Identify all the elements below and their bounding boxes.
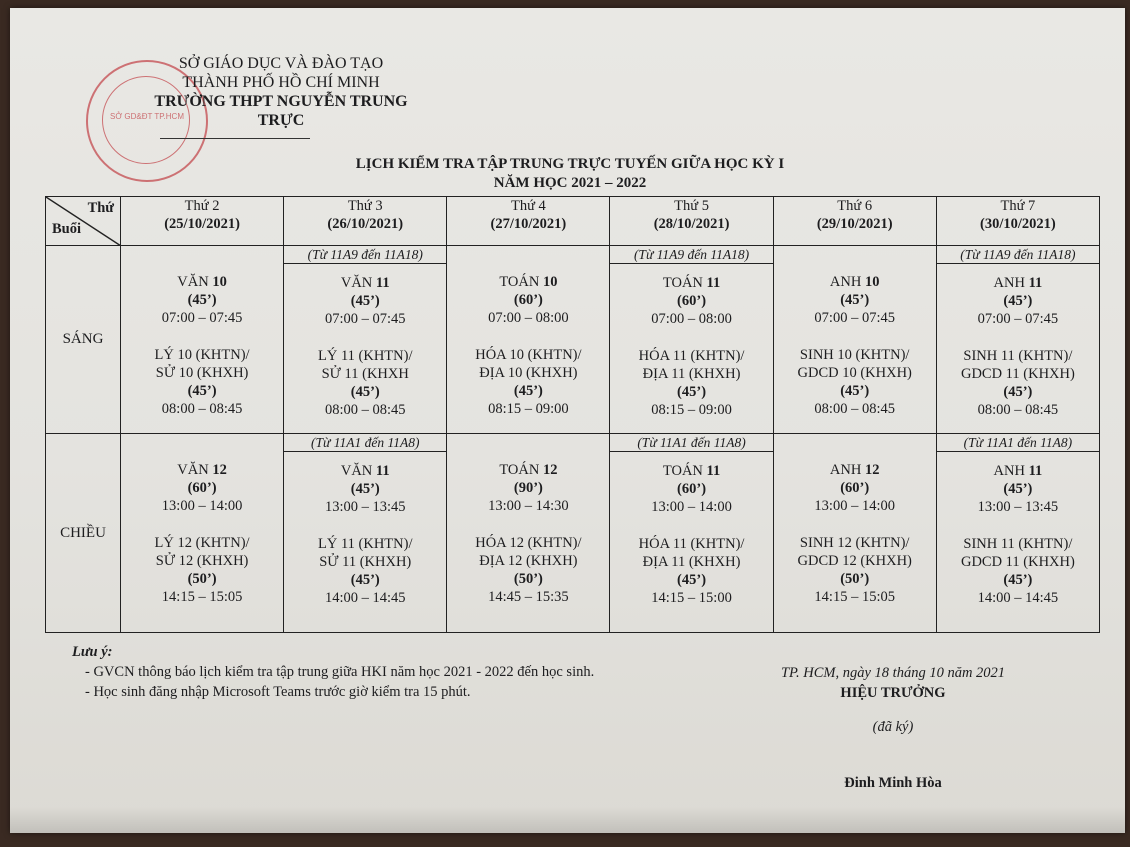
duration: (60’) — [677, 293, 707, 309]
subject-name: VĂN — [340, 275, 373, 291]
session-label: SÁNG — [46, 246, 121, 434]
subject-name: VĂN — [177, 462, 209, 478]
exam-block-2 — [121, 346, 283, 418]
duration: (45’) — [187, 383, 217, 399]
exam-block-1 — [937, 462, 1099, 516]
exam-block-1 — [284, 274, 446, 328]
subject-name: TOÁN — [499, 462, 540, 478]
schedule-cell — [284, 434, 447, 633]
day-header — [773, 197, 936, 246]
day-name: Thứ 3 — [347, 198, 383, 214]
class-range-note: (Từ 11A9 đến 11A18) — [610, 246, 772, 264]
subject-khtn: LÝ 12 (KHTN)/ — [154, 535, 250, 551]
signature-block — [748, 663, 1038, 793]
schedule-cell — [447, 434, 610, 633]
grade-number: 11 — [1028, 463, 1043, 479]
exam-block-1 — [121, 461, 283, 515]
duration: (45’) — [840, 292, 870, 308]
time-range: 14:15 – 15:05 — [161, 589, 243, 605]
subject-line — [610, 274, 772, 292]
subject-line — [937, 462, 1099, 480]
exam-block-2 — [447, 346, 609, 418]
duration: (45’) — [350, 481, 380, 497]
time-range: 14:00 – 14:45 — [324, 590, 406, 606]
duration: (45’) — [840, 383, 870, 399]
duration: (45’) — [677, 572, 707, 588]
exam-block-2 — [937, 535, 1099, 607]
time-range: 13:00 – 14:00 — [161, 498, 243, 514]
subject-khxh: GDCD 10 (KHXH) — [797, 365, 912, 381]
schedule-cell — [121, 434, 284, 633]
time-range: 08:00 – 08:45 — [161, 401, 243, 417]
signed-mark: (đã ký) — [872, 719, 914, 735]
grade-number: 12 — [864, 462, 880, 478]
subject-line — [121, 461, 283, 479]
time-range: 07:00 – 07:45 — [161, 310, 243, 326]
day-header — [447, 197, 610, 246]
exam-block-2 — [937, 347, 1099, 419]
duration: (50’) — [513, 571, 543, 587]
schedule-cell — [773, 434, 936, 633]
duration: (60’) — [187, 480, 217, 496]
duration: (45’) — [677, 384, 707, 400]
notes-section — [72, 642, 594, 702]
issuer-header — [136, 54, 426, 130]
day-date: (30/10/2021) — [980, 216, 1056, 232]
subject-khtn: HÓA 10 (KHTN)/ — [475, 347, 582, 363]
exam-block-1 — [610, 274, 772, 328]
subject-name: TOÁN — [662, 463, 703, 479]
subject-khxh: SỬ 11 (KHXH) — [319, 554, 412, 570]
department-name: SỞ GIÁO DỤC VÀ ĐÀO TẠO — [178, 55, 384, 72]
corner-cell — [46, 197, 121, 246]
schedule-cell — [936, 246, 1099, 434]
grade-number: 10 — [212, 274, 227, 290]
day-header — [284, 197, 447, 246]
time-range: 13:00 – 14:30 — [488, 498, 569, 514]
subject-line — [937, 274, 1099, 292]
time-range: 14:00 – 14:45 — [977, 590, 1059, 606]
duration: (45’) — [350, 572, 380, 588]
time-range: 08:15 – 09:00 — [651, 402, 732, 418]
duration: (45’) — [350, 293, 380, 309]
class-range-note: (Từ 11A1 đến 11A8) — [284, 434, 446, 452]
session-row-afternoon — [46, 434, 1100, 633]
day-date: (25/10/2021) — [164, 216, 240, 232]
exam-block-1 — [937, 274, 1099, 328]
subject-name: VĂN — [177, 274, 209, 290]
subject-khxh: SỬ 11 (KHXH — [321, 366, 409, 382]
subject-name: ANH — [829, 462, 862, 478]
subject-khxh: ĐỊA 12 (KHXH) — [479, 553, 578, 569]
class-range-note: (Từ 11A9 đến 11A18) — [284, 246, 446, 264]
subject-khxh: ĐỊA 11 (KHXH) — [642, 366, 741, 382]
subject-khxh: GDCD 12 (KHXH) — [797, 553, 912, 569]
time-range: 07:00 – 07:45 — [324, 311, 406, 327]
signer-role: HIỆU TRƯỞNG — [840, 685, 946, 701]
exam-block-2 — [610, 535, 772, 607]
time-range: 13:00 – 14:00 — [814, 498, 895, 514]
note-item-2: - Học sinh đăng nhập Microsoft Teams trước giờ kiểm tra 15 phút. — [85, 684, 471, 700]
grade-number: 11 — [706, 463, 721, 479]
header-underline — [160, 138, 310, 139]
subject-name: ANH — [993, 275, 1025, 291]
subject-khtn: SINH 12 (KHTN)/ — [799, 535, 910, 551]
exam-block-2 — [610, 347, 772, 419]
grade-number: 12 — [542, 462, 558, 478]
subject-name: TOÁN — [499, 274, 540, 290]
subject-line — [447, 273, 609, 291]
duration: (45’) — [350, 384, 380, 400]
duration: (50’) — [187, 571, 217, 587]
grade-number: 11 — [706, 275, 721, 291]
subject-khtn: LÝ 11 (KHTN)/ — [317, 348, 413, 364]
subject-line — [447, 461, 609, 479]
time-range: 08:00 – 08:45 — [814, 401, 895, 417]
schedule-cell — [447, 246, 610, 434]
day-date: (28/10/2021) — [653, 216, 730, 232]
signer-name: Đinh Minh Hòa — [844, 775, 942, 791]
time-range: 08:15 – 09:00 — [488, 401, 569, 417]
time-range: 14:15 – 15:05 — [814, 589, 895, 605]
subject-name: ANH — [829, 274, 862, 290]
subject-khtn: SINH 11 (KHTN)/ — [963, 536, 1073, 552]
day-date: (29/10/2021) — [816, 216, 893, 232]
subject-khtn: LÝ 11 (KHTN)/ — [317, 536, 413, 552]
place-date: TP. HCM, ngày 18 tháng 10 năm 2021 — [780, 665, 1006, 681]
exam-block-2 — [121, 534, 283, 606]
subject-khtn: SINH 10 (KHTN)/ — [799, 347, 910, 363]
exam-block-1 — [447, 273, 609, 327]
exam-block-1 — [774, 461, 936, 515]
subject-name: VĂN — [340, 463, 373, 479]
subject-khxh: ĐỊA 10 (KHXH) — [479, 365, 578, 381]
title-line-1: LỊCH KIỂM TRA TẬP TRUNG TRỰC TUYẾN GIỮA HỌC KỲ I — [355, 156, 785, 172]
day-name: Thứ 6 — [837, 198, 873, 214]
exam-schedule-table — [45, 196, 1100, 633]
exam-block-2 — [774, 346, 936, 418]
time-range: 07:00 – 07:45 — [977, 311, 1059, 327]
grade-number: 11 — [375, 463, 390, 479]
time-range: 07:00 – 07:45 — [814, 310, 895, 326]
grade-number: 11 — [375, 275, 390, 291]
subject-khtn: HÓA 11 (KHTN)/ — [638, 348, 745, 364]
corner-label-day: Thứ — [87, 200, 114, 216]
title-line-2: NĂM HỌC 2021 – 2022 — [493, 175, 647, 191]
duration: (60’) — [513, 292, 543, 308]
school-name: TRƯỜNG THPT NGUYỄN TRUNG TRỰC — [154, 93, 408, 129]
exam-block-2 — [284, 347, 446, 419]
day-name: Thứ 7 — [1000, 198, 1036, 214]
day-header — [610, 197, 773, 246]
grade-number: 10 — [542, 274, 558, 290]
subject-line — [774, 461, 936, 479]
day-header — [121, 197, 284, 246]
exam-block-1 — [774, 273, 936, 327]
duration: (45’) — [1003, 481, 1033, 497]
corner-label-session: Buổi — [52, 221, 82, 237]
exam-block-2 — [284, 535, 446, 607]
paper-shadow — [10, 807, 1125, 833]
class-range-note: (Từ 11A9 đến 11A18) — [937, 246, 1099, 264]
duration: (45’) — [513, 383, 543, 399]
exam-block-1 — [121, 273, 283, 327]
grade-number: 11 — [1028, 275, 1043, 291]
session-row-morning — [46, 246, 1100, 434]
grade-number: 12 — [212, 462, 227, 478]
subject-khxh: GDCD 11 (KHXH) — [960, 554, 1075, 570]
subject-khxh: GDCD 11 (KHXH) — [960, 366, 1075, 382]
day-name: Thứ 4 — [510, 198, 546, 214]
subject-name: ANH — [993, 463, 1025, 479]
duration: (90’) — [513, 480, 543, 496]
subject-khtn: LÝ 10 (KHTN)/ — [154, 347, 250, 363]
day-date: (26/10/2021) — [327, 216, 404, 232]
time-range: 08:00 – 08:45 — [324, 402, 406, 418]
day-date: (27/10/2021) — [490, 216, 567, 232]
subject-line — [284, 462, 446, 480]
duration: (45’) — [1003, 384, 1033, 400]
schedule-cell — [284, 246, 447, 434]
exam-block-1 — [284, 462, 446, 516]
header-row — [46, 197, 1100, 246]
schedule-cell — [773, 246, 936, 434]
duration: (50’) — [840, 571, 870, 587]
exam-block-1 — [447, 461, 609, 515]
time-range: 07:00 – 08:00 — [488, 310, 569, 326]
city-name: THÀNH PHỐ HỒ CHÍ MINH — [182, 74, 380, 91]
time-range: 13:00 – 14:00 — [651, 499, 732, 515]
day-name: Thứ 5 — [674, 198, 709, 214]
time-range: 14:45 – 15:35 — [488, 589, 569, 605]
duration: (60’) — [677, 481, 707, 497]
note-item-1: - GVCN thông báo lịch kiểm tra tập trung giữa HKI năm học 2021 - 2022 đến học sinh. — [85, 664, 595, 680]
subject-line — [121, 273, 283, 291]
schedule-cell — [121, 246, 284, 434]
grade-number: 10 — [864, 274, 880, 290]
subject-khtn: HÓA 12 (KHTN)/ — [475, 535, 582, 551]
class-range-note: (Từ 11A1 đến 11A8) — [937, 434, 1099, 452]
seal-text: SỞ GD&ĐT TP.HCM — [110, 112, 184, 121]
duration: (60’) — [840, 480, 870, 496]
subject-khxh: ĐỊA 11 (KHXH) — [642, 554, 741, 570]
time-range: 13:00 – 13:45 — [977, 499, 1059, 515]
schedule-cell — [610, 434, 773, 633]
subject-khtn: SINH 11 (KHTN)/ — [963, 348, 1073, 364]
day-name: Thứ 2 — [184, 198, 220, 214]
exam-block-1 — [610, 462, 772, 516]
time-range: 13:00 – 13:45 — [324, 499, 406, 515]
subject-khtn: HÓA 11 (KHTN)/ — [638, 536, 745, 552]
session-label: CHIỀU — [46, 434, 121, 633]
day-header — [936, 197, 1099, 246]
exam-block-2 — [447, 534, 609, 606]
subject-line — [284, 274, 446, 292]
schedule-cell — [610, 246, 773, 434]
time-range: 14:15 – 15:00 — [651, 590, 732, 606]
subject-name: TOÁN — [662, 275, 703, 291]
class-range-note: (Từ 11A1 đến 11A8) — [610, 434, 772, 452]
subject-line — [774, 273, 936, 291]
document-title — [310, 155, 830, 193]
subject-line — [610, 462, 772, 480]
time-range: 08:00 – 08:45 — [977, 402, 1059, 418]
exam-block-2 — [774, 534, 936, 606]
schedule-cell — [936, 434, 1099, 633]
subject-khxh: SỬ 12 (KHXH) — [155, 553, 249, 569]
duration: (45’) — [1003, 293, 1033, 309]
notes-label: Lưu ý: — [72, 644, 113, 660]
subject-khxh: SỬ 10 (KHXH) — [155, 365, 249, 381]
duration: (45’) — [1003, 572, 1033, 588]
duration: (45’) — [187, 292, 217, 308]
time-range: 07:00 – 08:00 — [651, 311, 732, 327]
